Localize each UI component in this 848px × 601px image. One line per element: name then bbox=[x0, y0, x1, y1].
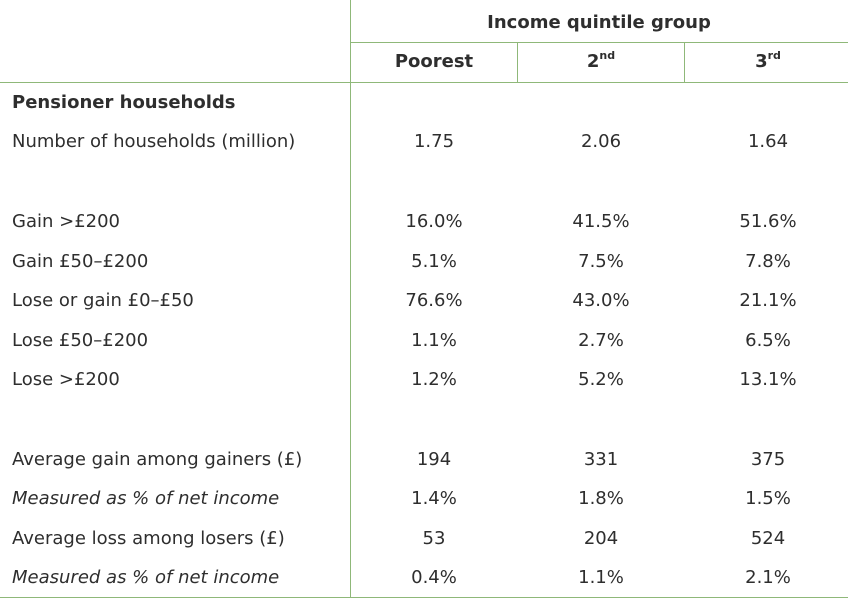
table-cell: 5.2% bbox=[578, 369, 624, 390]
table-cell: 2.06 bbox=[580, 131, 622, 152]
row-label: Lose >£200 bbox=[12, 369, 120, 390]
row-label: Average gain among gainers (£) bbox=[12, 449, 303, 470]
table-cell: 1.1% bbox=[411, 330, 457, 351]
row-label: Number of households (million) bbox=[12, 131, 296, 152]
table-cell: 13.1% bbox=[739, 369, 797, 390]
row-label: Gain >£200 bbox=[12, 211, 120, 232]
table-cell: 2.1% bbox=[745, 567, 791, 588]
table-cell: 331 bbox=[583, 449, 619, 470]
row-label: Average loss among losers (£) bbox=[12, 528, 285, 549]
table-cell: 194 bbox=[416, 449, 452, 470]
table-cell: 41.5% bbox=[572, 211, 630, 232]
table-cell: 0.4% bbox=[411, 567, 457, 588]
table-cell: 1.2% bbox=[411, 369, 457, 390]
row-label: Lose £50–£200 bbox=[12, 330, 149, 351]
table-cell: 53 bbox=[422, 528, 446, 549]
table-cell: 375 bbox=[750, 449, 786, 470]
table-cell: 6.5% bbox=[745, 330, 791, 351]
table-cell: 5.1% bbox=[411, 251, 457, 272]
column-header-3rd: 3rd bbox=[755, 49, 781, 72]
table-cell: 43.0% bbox=[572, 290, 630, 311]
section-title: Pensioner households bbox=[12, 92, 236, 113]
table-cell: 7.8% bbox=[745, 251, 791, 272]
table-cell: 1.75 bbox=[413, 131, 455, 152]
column-header-2nd: 2nd bbox=[586, 49, 616, 72]
group-header-rule bbox=[350, 42, 848, 43]
row-label: Measured as % of net income bbox=[12, 488, 280, 509]
table-cell: 1.1% bbox=[578, 567, 624, 588]
header-rule bbox=[0, 82, 848, 83]
row-label: Measured as % of net income bbox=[12, 567, 280, 588]
income-quintile-group-header: Income quintile group bbox=[487, 12, 711, 33]
table-cell: 76.6% bbox=[405, 290, 463, 311]
bottom-rule bbox=[0, 597, 848, 598]
table-cell: 1.4% bbox=[411, 488, 457, 509]
column-header-poorest: Poorest bbox=[394, 51, 474, 72]
table-cell: 1.8% bbox=[578, 488, 624, 509]
table-cell: 204 bbox=[583, 528, 619, 549]
table-cell: 524 bbox=[750, 528, 786, 549]
table-cell: 21.1% bbox=[739, 290, 797, 311]
row-label: Gain £50–£200 bbox=[12, 251, 149, 272]
table-cell: 16.0% bbox=[405, 211, 463, 232]
table-cell: 51.6% bbox=[739, 211, 797, 232]
row-label: Lose or gain £0–£50 bbox=[12, 290, 194, 311]
table-cell: 2.7% bbox=[578, 330, 624, 351]
table-cell: 1.64 bbox=[747, 131, 789, 152]
table-cell: 1.5% bbox=[745, 488, 791, 509]
table-cell: 7.5% bbox=[578, 251, 624, 272]
